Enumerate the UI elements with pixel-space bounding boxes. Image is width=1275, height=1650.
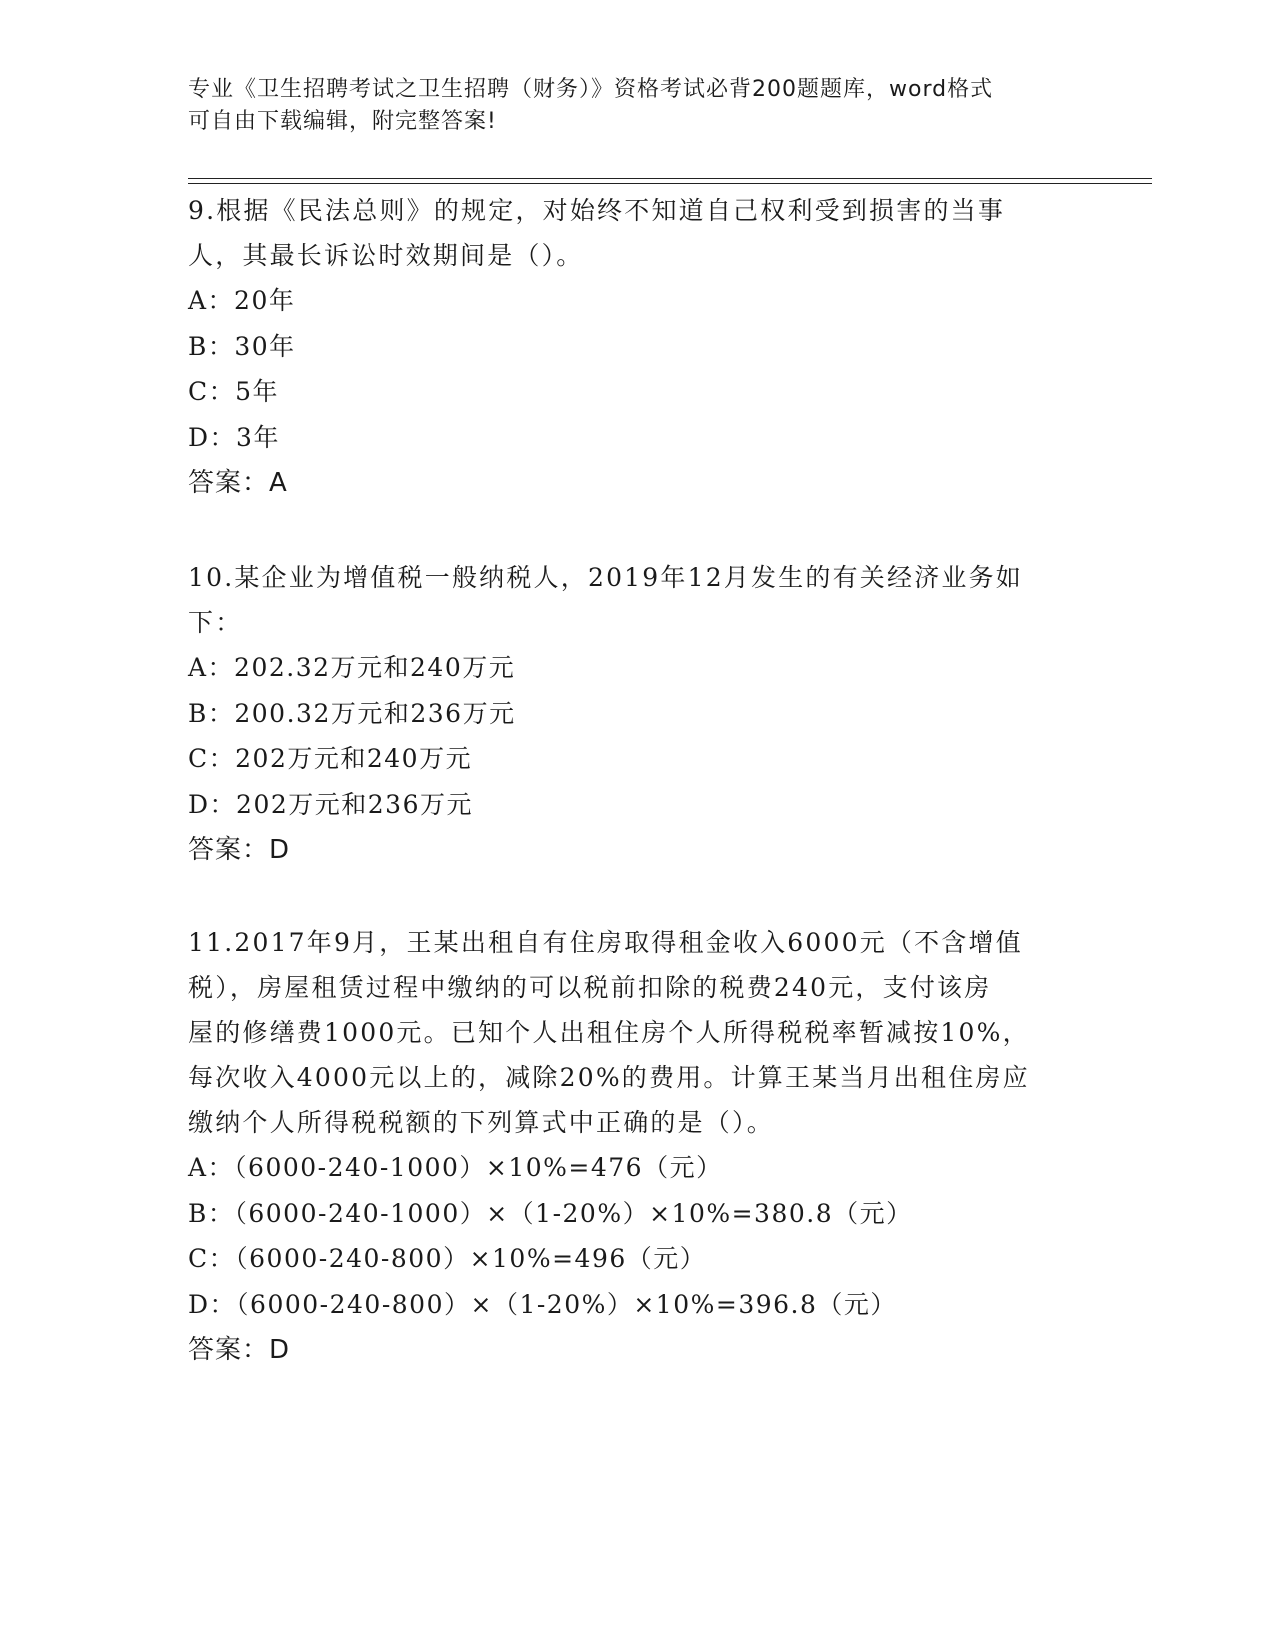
question-text-line: 人，其最长诉讼时效期间是（）。 xyxy=(188,241,584,270)
question-text xyxy=(188,188,1068,278)
option-a: A：（6000-240-1000）×10%=476（元） xyxy=(188,1153,723,1182)
question-text xyxy=(188,555,1068,645)
question-11 xyxy=(188,920,1068,1373)
question-10 xyxy=(188,555,1068,873)
question-9 xyxy=(188,188,1068,506)
answer: 答案：D xyxy=(188,1335,291,1365)
document-header xyxy=(188,74,1088,138)
question-text xyxy=(188,920,1068,1145)
header-rule-bottom xyxy=(188,183,1152,184)
answer: 答案：D xyxy=(188,835,291,865)
option-b: B：（6000-240-1000）×（1-20%）×10%=380.8（元） xyxy=(188,1198,913,1228)
option-d: D：（6000-240-800）×（1-20%）×10%=396.8（元） xyxy=(188,1289,897,1319)
header-line-2: 可自由下载编辑，附完整答案! xyxy=(188,109,497,134)
answer: 答案：A xyxy=(188,468,288,498)
option-c: C：202万元和240万元 xyxy=(188,744,473,773)
question-text-line: 9.根据《民法总则》的规定，对始终不知道自己权利受到损害的当事 xyxy=(188,196,1006,225)
option-d: D：3年 xyxy=(188,422,280,452)
question-text-line: 10.某企业为增值税一般纳税人，2019年12月发生的有关经济业务如 xyxy=(188,563,1023,592)
question-text-line: 下： xyxy=(188,608,243,637)
option-d: D：202万元和236万元 xyxy=(188,789,473,819)
question-text-line: 每次收入4000元以上的，减除20%的费用。计算王某当月出租住房应 xyxy=(188,1063,1030,1092)
header-line-1: 专业《卫生招聘考试之卫生招聘（财务）》资格考试必背200题题库，word格式 xyxy=(188,77,994,102)
header-rule-top xyxy=(188,178,1152,179)
option-c: C：5年 xyxy=(188,377,280,406)
question-text-line: 缴纳个人所得税税额的下列算式中正确的是（）。 xyxy=(188,1108,774,1137)
option-c: C：（6000-240-800）×10%=496（元） xyxy=(188,1244,707,1273)
option-b: B：30年 xyxy=(188,331,296,361)
question-text-line: 屋的修缮费1000元。已知个人出租住房个人所得税税率暂减按10%， xyxy=(188,1018,1030,1047)
question-text-line: 税），房屋租赁过程中缴纳的可以税前扣除的税费240元，支付该房 xyxy=(188,973,992,1002)
option-a: A：202.32万元和240万元 xyxy=(188,653,516,682)
option-b: B：200.32万元和236万元 xyxy=(188,698,516,728)
question-text-line: 11.2017年9月，王某出租自有住房取得租金收入6000元（不含增值 xyxy=(188,928,1023,957)
option-a: A：20年 xyxy=(188,286,296,315)
